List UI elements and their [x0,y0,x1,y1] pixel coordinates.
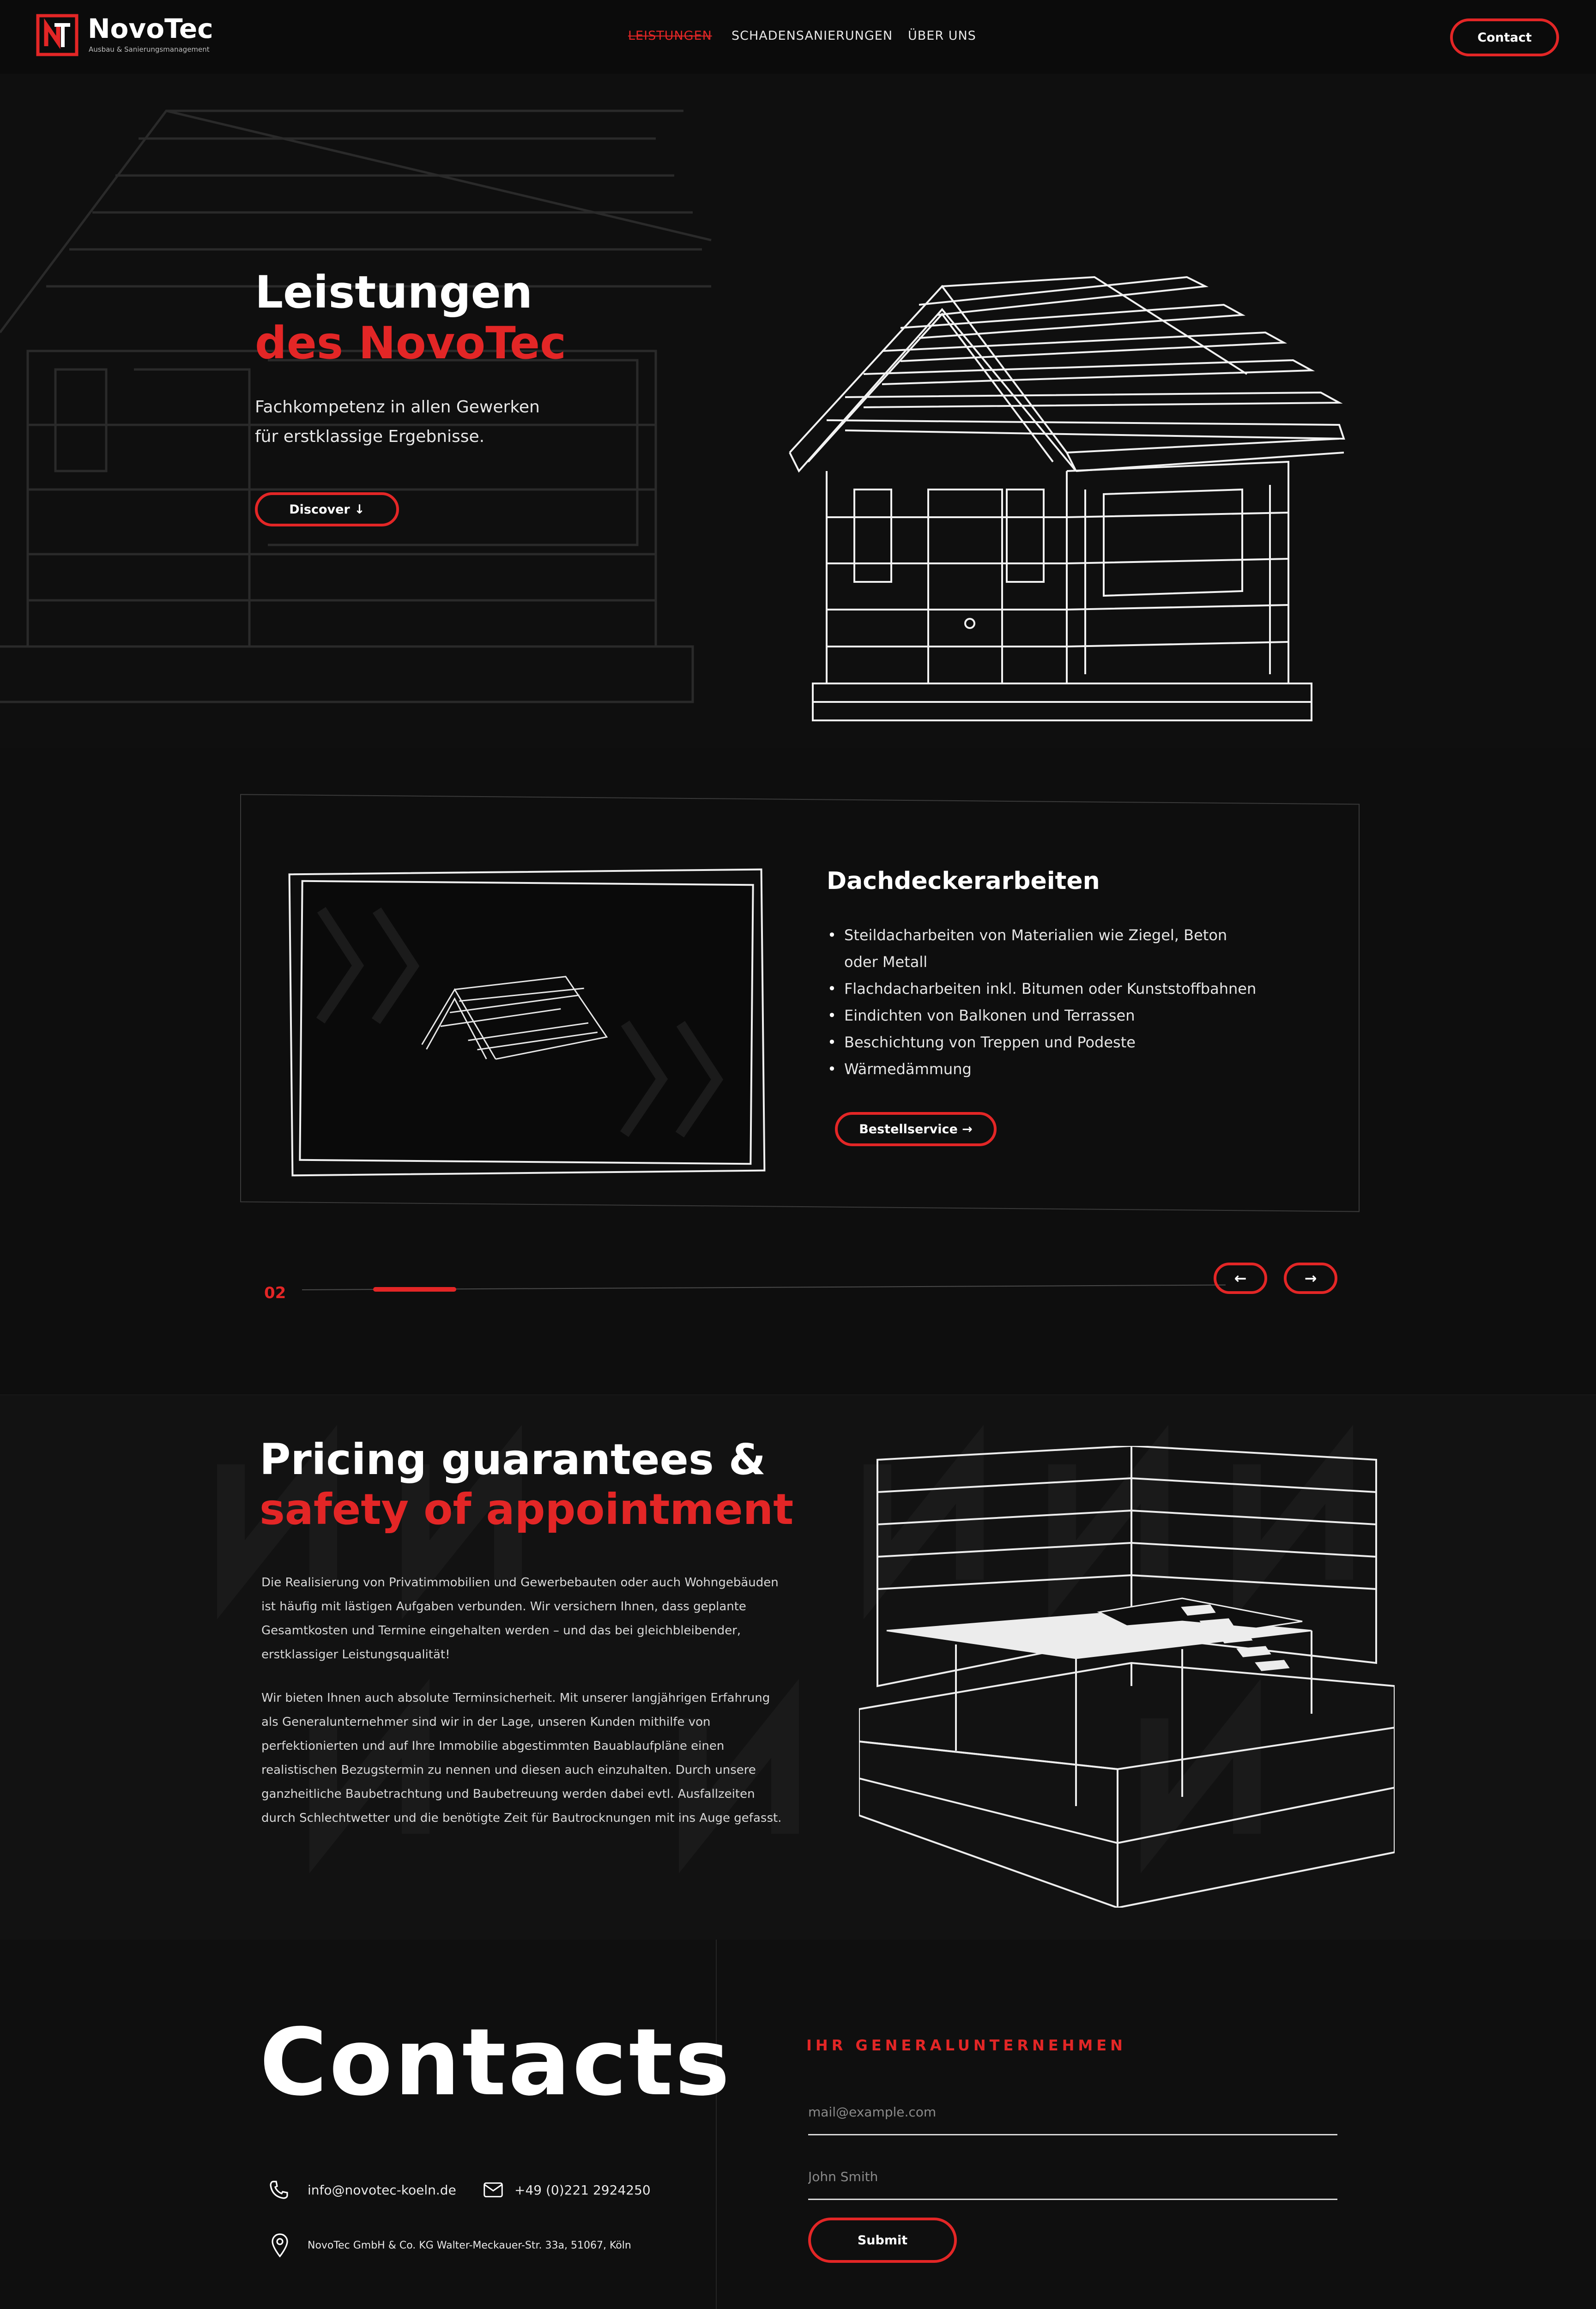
section-divider [716,1940,717,2309]
service-list-item: • Wärmedämmung [844,1056,1256,1082]
mail-icon [483,2181,503,2199]
slider-progress [373,1287,456,1292]
service-list-item: • Beschichtung von Treppen und Podeste [844,1029,1256,1056]
brand-tagline: Ausbau & Sanierungsmanagement [89,45,210,54]
pricing-title-line2: safety of appointment [260,1485,794,1534]
hero-title-line1: Leistungen [255,266,533,318]
pricing-paragraph-2: Wir bieten Ihnen auch absolute Terminsicherheit. Mit unserer langjährigen Erfahrung als Generalunternehmer sind wir in der Lage, unseren Kunden mithilfe von perfektionierten und auf Ihre Immobilie abgestimmten Bauablaufpläne einen realistischen Bezugstermin zu nennen und diesen auch einzuhalten. Durch unsere ganzheitliche Baubetrachtung und Baubetreuung werden dabei evtl. Ausfallzeiten durch Schlechtwetter und die benötigte Zeit für Bautrocknungen mit ins Auge gefasst. [261,1691,782,1825]
name-input[interactable] [808,2164,1337,2200]
pricing-section [0,1395,1596,1941]
slider-prev-button[interactable]: ← [1214,1263,1267,1294]
order-service-button[interactable]: Bestellservice → [835,1112,997,1146]
slide-index: 02 [264,1284,286,1302]
novotec-logo-icon [36,14,79,56]
brand-name: NovoTec [88,13,213,44]
contact-phone-link[interactable]: +49 (0)221 2924250 [514,2182,651,2198]
form-heading: IHR GENERALUNTERNEHMEN [806,2037,1126,2054]
submit-button[interactable]: Submit [808,2218,957,2263]
roof-illustration [301,882,752,1163]
contacts-title: Contacts [260,2009,732,2116]
service-list-item: • Steildacharbeiten von Materialien wie Ziegel, Beton oder Metall [844,922,1256,975]
location-pin-icon [271,2233,289,2257]
nav-schadensanierungen[interactable]: SCHADENSANIERUNGEN [732,29,893,43]
hero-subtitle-line1: Fachkompetenz in allen Gewerken [255,398,540,417]
contact-button[interactable]: Contact [1450,18,1559,56]
brand-logo-link[interactable] [36,14,230,58]
contact-address: NovoTec GmbH & Co. KG Walter-Meckauer-Str. 33a, 51067, Köln [308,2240,631,2251]
phone-icon [268,2179,290,2201]
contact-email-link[interactable]: info@novotec-koeln.de [308,2182,456,2198]
service-title: Dachdeckerarbeiten [827,867,1100,895]
pricing-paragraph-1: Die Realisierung von Privatimmobilien und Gewerbebauten oder auch Wohngebäuden ist häufig mit lästigen Aufgaben verbunden. Wir versichern Ihnen, dass geplante Gesamtkosten und Termine eingehalten werden – und das bei gleichbleibender, erstklassiger Leistungsqualität! [261,1576,779,1662]
hero-section [0,74,1596,748]
discover-button[interactable]: Discover ↓ [255,492,399,526]
nav-leistungen[interactable]: LEISTUNGEN [628,29,712,43]
site-header [0,0,1596,74]
email-input[interactable] [808,2099,1337,2135]
nav-ueber-uns[interactable]: ÜBER UNS [908,29,976,43]
house-illustration [780,194,1362,739]
service-list-item: • Eindichten von Balkonen und Terrassen [844,1002,1256,1029]
slider-next-button[interactable]: → [1284,1263,1337,1294]
stairs-room-illustration [859,1446,1395,1908]
pricing-title-line1: Pricing guarantees & [260,1435,766,1484]
service-list [827,922,1256,1082]
hero-title-line2: des NovoTec [255,317,566,369]
hero-subtitle-line2: für erstklassige Ergebnisse. [255,427,485,446]
service-list-item: • Flachdacharbeiten inkl. Bitumen oder Kunststoffbahnen [844,975,1256,1002]
contacts-section [0,1940,1596,2309]
service-image [299,880,754,1165]
